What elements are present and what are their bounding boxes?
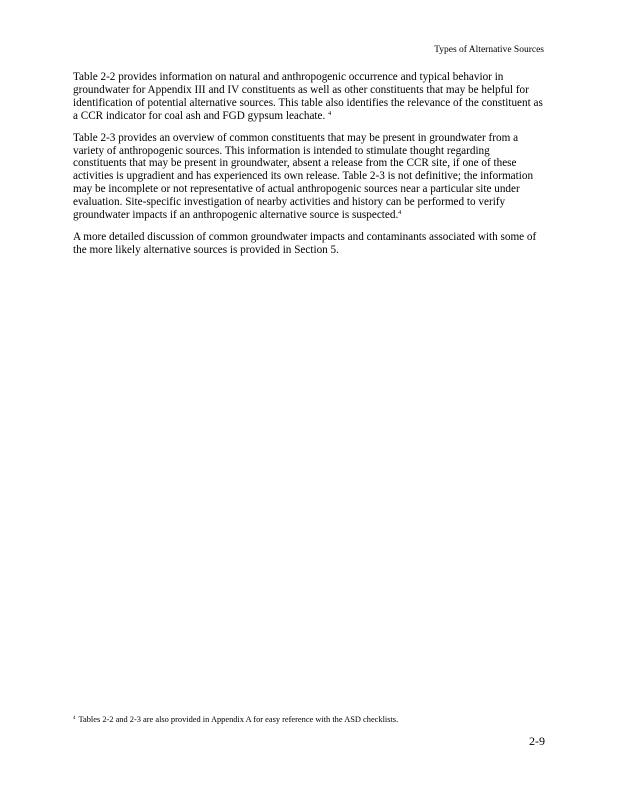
page-number: 2-9 — [529, 734, 545, 748]
body-text — [73, 71, 545, 266]
footnote-text: Tables 2-2 and 2-3 are also provided in Appendix A for easy reference with the ASD checklists. — [78, 715, 399, 724]
paragraph-text: Table 2-2 provides information on natural and anthropogenic occurrence and typical behavior in groundwater for Appendix III and IV constituents as well as other constituents that may be helpful for identification of potential alternative sources. This table also identifies the relevance of the constituent as a CCR indicator for coal ash and FGD gypsum leachate. — [73, 71, 543, 122]
footnote-marker: 4 — [73, 716, 76, 721]
footnote — [73, 714, 545, 725]
running-header: Types of Alternative Sources — [434, 45, 544, 55]
paragraph-table-2-2 — [73, 71, 545, 123]
paragraph-text: Table 2-3 provides an overview of common constituents that may be present in groundwater from a variety of anthropogenic sources. This information is intended to stimulate thought regarding constituents that may be present in groundwater, absent a release from the CCR site, if one of these activities is upgradient and has experienced its own release. Table 2-3 is not definitive; the information may be incomplete or not representative of actual anthropogenic sources near a particular site under evaluation. Site-specific investigation of nearby activities and history can be performed to verify groundwater impacts if an anthropogenic alternative source is suspected. — [73, 131, 534, 222]
paragraph-section-5 — [73, 231, 545, 257]
paragraph-text: A more detailed discussion of common groundwater impacts and contaminants associated with some of the more likely alternative sources is provided in Section 5. — [73, 230, 537, 256]
paragraph-table-2-3 — [73, 132, 545, 222]
footnote-reference[interactable]: 4 — [398, 210, 402, 217]
footnote-reference[interactable]: 4 — [328, 110, 332, 117]
